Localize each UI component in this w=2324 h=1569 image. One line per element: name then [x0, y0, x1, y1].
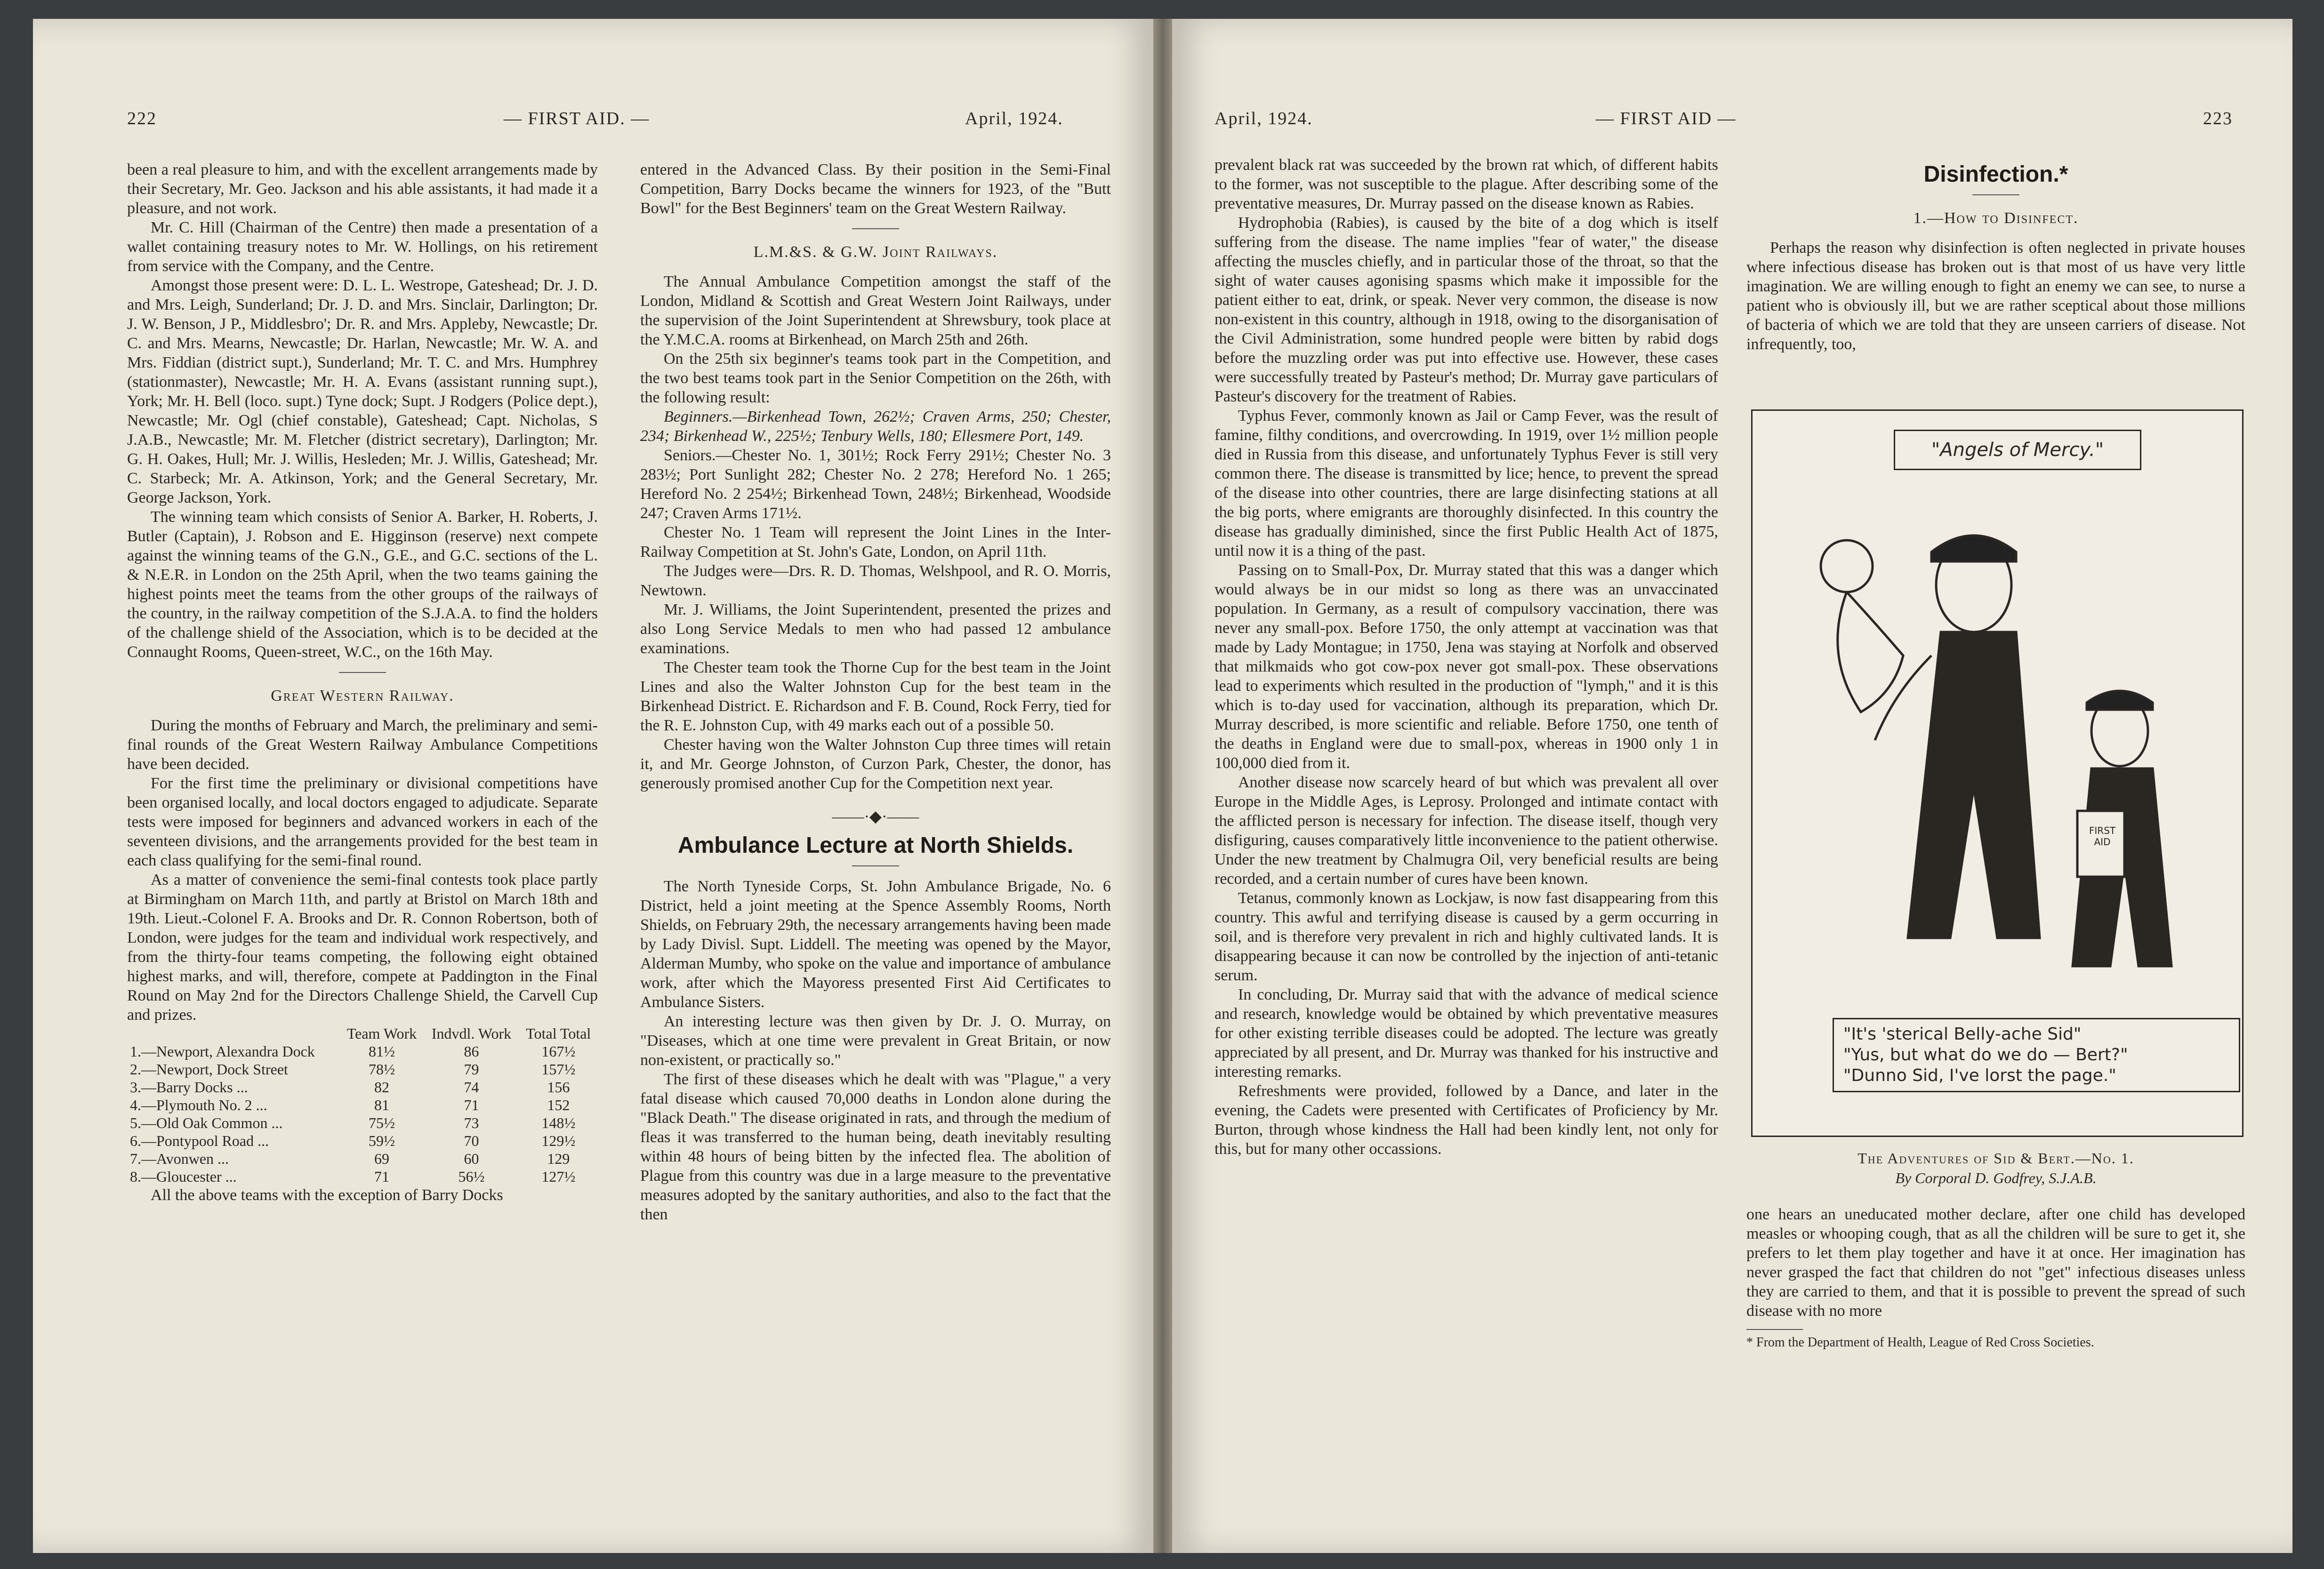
paragraph: Chester No. 1 Team will represent the Joint Lines in the Inter-Railway Competition at St. John's Gate, London, on April 11th. — [640, 524, 1111, 560]
team-cell: 4.—Plymouth No. 2 ... — [130, 1097, 267, 1113]
left-running-title: — FIRST AID. — — [504, 109, 650, 128]
total-cell: 148½ — [541, 1114, 576, 1131]
right-running-title: — FIRST AID — — [1596, 109, 1737, 128]
table-row — [127, 1042, 598, 1060]
table-row — [127, 1078, 598, 1096]
paragraph: For the first time the preliminary or divisional competitions have been organised locally, and local doctors engaged to adjudicate. Separate tests were imposed for beginners and advanced workers in each of the seventeen divisions, and the arrangements provided for the best team in each class qualifying for the semi-final round. — [127, 775, 598, 869]
team-work-cell: 82 — [374, 1079, 389, 1096]
paragraph: The North Tyneside Corps, St. John Ambulance Brigade, No. 6 District, held a joint meeting at the Spence Assembly Rooms, North Shields, on February 29th, the necessary arrangements having been made by Lady Divisl. Supt. Liddell. The meeting was opened by the Mayor, Alderman Mumby, who spoke on the value and importance of ambulance work, after which the Mayoress presented First Aid Certificates to Ambulance Sisters. — [640, 878, 1111, 1011]
paragraph: The winning team which consists of Senior A. Barker, H. Roberts, J. Butler (Captain), J. Robson and E. Higginson (reserve) next compete against the winning teams of the G.N., G.E., and G.C. sections of the L. & N.E.R. in London on the 25th April, when the two teams gaining the highest points meet the teams from the other groups of the railways of the country, in the railway competition of the S.J.A.A. to find the holders of the challenge shield of the Association, which is to be decided at the Connaught Rooms, Queen-street, W.C., on the 16th May. — [127, 508, 598, 661]
total-cell: 167½ — [541, 1043, 576, 1060]
paragraph: The Chester team took the Thorne Cup for the best team in the Joint Lines and also the Walter Johnston Cup for the best team in the Birkenhead District. E. Richardson and F. B. Cound, Rock Ferry, tied for the R. E. Johnston Cup, with 49 marks each out of a possible 50. — [640, 659, 1111, 734]
team-work-cell: 81½ — [368, 1043, 395, 1060]
total-cell: 157½ — [541, 1061, 576, 1078]
header-team-work: Team Work — [346, 1025, 417, 1042]
team-cell: 1.—Newport, Alexandra Dock — [130, 1043, 315, 1060]
lms-heading: L.M.&S. & G.W. Joint Railways. — [753, 243, 998, 261]
paragraph: Refreshments were provided, followed by a Dance, and later in the evening, the Cadets were presented with Certificates of Proficiency by Mr. Burton, through whose kindness the Hall had been kindly lent, not only for this, but for many other occassions. — [1214, 1082, 1718, 1158]
header-total: Total Total — [526, 1025, 591, 1042]
right-column-2-continued — [1746, 1205, 2245, 1351]
gwr-heading: Great Western Railway. — [271, 687, 454, 704]
speech-line: "Yus, but what do we do — Bert?" — [1843, 1045, 2128, 1065]
paragraph: Tetanus, commonly known as Lockjaw, is now fast disappearing from this country. This awful and terrifying disease is caused by a germ occurring in soil, and is therefore very prevalent in rich and highly cultivated lands. It is disappearing because it can now be controlled by the injection of anti-tetanic serum. — [1214, 889, 1718, 984]
divider — [339, 672, 386, 673]
first-aid-box-label: FIRST AID — [2089, 825, 2116, 848]
total-cell: 129½ — [541, 1132, 576, 1149]
paragraph: Chester having won the Walter Johnston Cup three times will retain it, and Mr. George Johnston, of Curzon Park, Chester, the donor, has generously promised another Cup for the Competition next year. — [640, 736, 1111, 792]
table-header-row — [127, 1025, 598, 1042]
total-cell: 156 — [547, 1079, 570, 1096]
team-work-cell: 71 — [374, 1168, 389, 1185]
paragraph: The first of these diseases which he dealt with was "Plague," a very fatal disease which caused 70,000 deaths in London alone during the "Black Death." The disease originated in rats, and through the medium of fleas it was transferred to the human being, death inevitably resulting within 48 hours of being bitten by the infected flea. The abolition of Plague from this country was due in a large measure to the preventative measures adopted by the sanitary authorities, and also to the fact that the then — [640, 1071, 1111, 1223]
lecture-heading: Ambulance Lecture at North Shields. — [677, 833, 1074, 858]
paragraph: prevalent black rat was succeeded by the brown rat which, of different habits to the former, was not susceptible to the plague. After describing some of the preventative measures, Dr. Murray passed on the disease known as Rabies. — [1214, 156, 1718, 212]
individual-cell: 60 — [464, 1150, 479, 1167]
paragraph: In concluding, Dr. Murray said that with the advance of medical science and research, knowledge would be obtained by which preventative measures for other existing terrible diseases could be adopted. The lecture was greatly appreciated by all present, and Dr. Murray was thanked for his instructive and interesting remarks. — [1214, 986, 1718, 1081]
paragraph: Mr. C. Hill (Chairman of the Centre) then made a presentation of a wallet containing treasury notes to Mr. W. Hollings, on his retirement from service with the Company, and the Centre. — [127, 219, 598, 275]
table-row — [127, 1114, 598, 1132]
total-cell: 152 — [547, 1097, 570, 1113]
paragraph: Another disease now scarcely heard of but which was prevalent all over Europe in the Middle Ages, is Leprosy. Prolonged and intimate contact with the afflicted person is necessary for infection. The disease itself, though very disfiguring, causes comparatively little inconvenience to the patient otherwise. Under the new treatment by Chalmugra Oil, very beneficial results are being recorded, and a certain number of cures have been known. — [1214, 774, 1718, 888]
left-page-number: 222 — [127, 109, 157, 128]
paragraph: Perhaps the reason why disinfection is often neglected in private houses where infectious disease has broken out is that most of us have very little imagination. We are willing enough to fight an enemy we can see, to nurse a patient who is obviously ill, but we are rather sceptical about those millions of bacteria of which we are told that they are unseen carriers of disease. Not infrequently, too, — [1746, 239, 2245, 353]
individual-cell: 74 — [464, 1079, 479, 1096]
results-table — [127, 1025, 598, 1185]
paragraph: Hydrophobia (Rabies), is caused by the bite of a dog which is itself suffering from the disease. The name implies "fear of water," the disease affecting the muscles chiefly, and in particular those of the throat, so that the sight of water causes agonising spasms which make it impossible for the patient either to eat, drink, or speak. Never very common, the disease is now non-existent in this country, although in 1918, owing to the disorganisation of the Civil Administration, some hundred people were bitten by rabid dogs before the muzzling order was put into effective use. However, these cases were successfully treated by Pasteur's method; Dr. Murray gave particulars of Pasteur's discovery for the treatment of Rabies. — [1214, 214, 1718, 405]
individual-cell: 56½ — [458, 1168, 485, 1185]
individual-cell: 86 — [464, 1043, 479, 1060]
total-cell: 129 — [547, 1150, 570, 1167]
team-cell: 6.—Pontypool Road ... — [130, 1132, 269, 1149]
caption-credit: By Corporal D. Godfrey, S.J.A.B. — [1895, 1169, 2097, 1186]
divider — [852, 865, 899, 866]
caption-title: The Adventures of Sid & Bert.—No. 1. — [1858, 1150, 2134, 1167]
table-row — [127, 1168, 598, 1185]
speech-bubble — [1833, 1018, 2240, 1092]
individual-cell: 79 — [464, 1061, 479, 1078]
left-running-date: April, 1924. — [965, 109, 1063, 128]
left-page — [33, 19, 1153, 1553]
table-row — [127, 1060, 598, 1078]
right-page-number: 223 — [2203, 109, 2233, 128]
right-column-2 — [1746, 155, 2245, 354]
team-work-cell: 78½ — [368, 1061, 395, 1078]
team-cell: 3.—Barry Docks ... — [130, 1079, 248, 1096]
team-cell: 7.—Avonwen ... — [130, 1150, 229, 1167]
divider — [852, 228, 899, 229]
paragraph: Beginners.—Birkenhead Town, 262½; Craven Arms, 250; Chester, 234; Birkenhead W., 225½; Tenbury Wells, 180; Ellesmere Port, 149. — [640, 408, 1111, 445]
individual-cell: 71 — [464, 1097, 479, 1113]
team-work-cell: 69 — [374, 1150, 389, 1167]
individual-cell: 73 — [464, 1114, 479, 1131]
team-cell: 2.—Newport, Dock Street — [130, 1061, 288, 1078]
paragraph: been a real pleasure to him, and with the excellent arrangements made by their Secretary, Mr. Geo. Jackson and his able assistants, it had made it a pleasure, and not work. — [127, 161, 598, 217]
cartoon-title-banner: "Angels of Mercy." — [1894, 430, 2141, 470]
paragraph: An interesting lecture was then given by Dr. J. O. Murray, on "Diseases, which at one time were prevalent in Great Britain, or now non-existent, or practically so." — [640, 1013, 1111, 1069]
paragraph: The Annual Ambulance Competition amongst the staff of the London, Midland & Scottish and Great Western Joint Railways, under the supervision of the Joint Superintendent at Shrewsbury, took place at the Y.M.C.A. rooms at Birkenhead, on March 25th and 26th. — [640, 273, 1111, 348]
footnote-rule — [1746, 1329, 1803, 1330]
ornament-divider: ——·◆·—— — [832, 808, 919, 825]
paragraph: Amongst those present were: D. L. L. Westrope, Gateshead; Dr. J. D. and Mrs. Leigh, Sunderland; Dr. J. D. and Mrs. Sinclair, Darlington; Dr. J. W. Benson, J P., Middlesbro'; Dr. R. and Mrs. Appleby, Newcastle; Dr. C. and Mrs. Mearns, Newcastle; Dr. Harlan, Newcastle; Mr. W. A. and Mrs. Fiddian (district supt.), Sunderland; Mr. T. C. and Mrs. Humphrey (stationmaster), Newcastle; Mr. H. A. Evans (assistant running supt.), York; Mr. H. Bell (loco. supt.) Tyne dock; Supt. J Rodgers (Police dept.), Newcastle; Mr. Ogl (chief constable), Gateshead; Capt. Nicholas, S J.A.B., Newcastle; Mr. M. Fletcher (district secretary), Darlington; Mr. G. H. Oakes, Hull; Mr. J. Willis, Hesleden; Mr. J. Willis, Gateshead; Mr. C. Starbeck; Mr. A. Atkinson, York; and the General Secretary, Mr. George Jackson, York. — [127, 277, 598, 506]
total-cell: 127½ — [541, 1168, 576, 1185]
divider — [1972, 194, 2019, 195]
paragraph: All the above teams with the exception of Barry Docks — [151, 1186, 503, 1204]
table-row — [127, 1150, 598, 1168]
paragraph: On the 25th six beginner's teams took part in the Competition, and the two best teams took part in the Senior Competition on the 26th, with the following result: — [640, 350, 1111, 406]
team-work-cell: 75½ — [368, 1114, 395, 1131]
paragraph: During the months of February and March, the preliminary and semi-final rounds of the Great Western Railway Ambulance Competitions have been decided. — [127, 717, 598, 773]
right-page — [1172, 19, 2292, 1553]
paragraph: entered in the Advanced Class. By their position in the Semi-Final Competition, Barry Docks became the winners for 1923, of the "Butt Bowl" for the Best Beginners' team on the Great Western Railway. — [640, 161, 1111, 217]
disinfection-heading: Disinfection.* — [1923, 162, 2068, 187]
paragraph: The Judges were—Drs. R. D. Thomas, Welshpool, and R. O. Morris, Newtown. — [640, 562, 1111, 599]
individual-cell: 70 — [464, 1132, 479, 1149]
team-work-cell: 59½ — [368, 1132, 395, 1149]
header-individual-work: Indvdl. Work — [431, 1025, 512, 1042]
speech-line: "It's 'sterical Belly-ache Sid" — [1843, 1025, 2082, 1044]
paragraph: As a matter of convenience the semi-final contests took place partly at Birmingham on March 11th, and partly at Bristol on March 18th and 19th. Lieut.-Colonel F. A. Brooks and Dr. R. Connon Robertson, both of London, were judges for the team and individual work respectively, and from the thirty-four teams competing, the following eight obtained highest marks, and will, therefore, compete at Paddington in the Final Round on May 2nd for the Directors Challenge Shield, the Carvell Cup and prizes. — [127, 871, 598, 1024]
speech-line: "Dunno Sid, I've lorst the page." — [1843, 1066, 2116, 1085]
footnote: * From the Department of Health, League of Red Cross Societies. — [1746, 1335, 2094, 1350]
right-running-date: April, 1924. — [1214, 109, 1313, 128]
paragraph: Mr. J. Williams, the Joint Superintendent, presented the prizes and also Long Service Medals to men who had passed 12 ambulance examinations. — [640, 601, 1111, 657]
paragraph: Typhus Fever, commonly known as Jail or Camp Fever, was the result of famine, filthy conditions, and overcrowding. In 1919, over 1½ million people died in Russia from this disease, and unfortunately Typhus Fever is still very common there. The disease is transmitted by lice; hence, to prevent the spread of the disease into other countries, there are large disinfecting stations at all the big ports, where emigrants are thoroughly disinfected. In this country the disease has gradually diminished, since the first Public Health Act of 1875, until now it is a thing of the past. — [1214, 407, 1718, 560]
cartoon-caption — [1751, 1148, 2241, 1188]
paragraph: one hears an uneducated mother declare, after one child has developed measles or whooping cough, that as all the children will be sure to get it, she prefers to let them play together and have it at once. Her imagination has never grasped the fact that children do not "get" infectious diseases unless they are carried to them, and that it is possible to prevent the spread of such disease with no more — [1746, 1206, 2245, 1320]
disinfection-subheading: 1.—How to Disinfect. — [1913, 209, 2079, 227]
team-work-cell: 81 — [374, 1097, 389, 1113]
paragraph: Passing on to Small-Pox, Dr. Murray stated that this was a danger which would always be in our midst so long as there was an unvaccinated population. In Germany, as a result of compulsory vaccination, there was never any small-pox. Before 1750, the only attempt at vaccination was that made by Lady Montague; in 1750, Jena was staying at Norfolk and observed that milkmaids who got cow-pox never got small-pox. These observations lead to experiments which resulted in the production of "lymph," and it is this which is to-day used for vaccination, although its preparation, which Dr. Murray described, is more scientific and reliable. Before 1750, one tenth of the deaths in England were due to small-pox, whereas in 1900 only 1 in 100,000 died from it. — [1214, 561, 1718, 772]
right-column-1 — [1214, 155, 1718, 1159]
table-row — [127, 1096, 598, 1114]
paragraph: Seniors.—Chester No. 1, 301½; Rock Ferry 291½; Chester No. 3 283½; Port Sunlight 282; Chester No. 2 278; Hereford No. 1 265; Hereford No. 2 254½; Birkenhead Town, 248½; Birkenhead, Woodside 247; Craven Arms 171½. — [640, 447, 1111, 522]
table-row — [127, 1132, 598, 1150]
team-cell: 5.—Old Oak Common ... — [130, 1114, 283, 1131]
left-column-1 — [127, 160, 598, 1205]
cartoon-illustration — [1751, 409, 2244, 1137]
team-cell: 8.—Gloucester ... — [130, 1168, 237, 1185]
left-column-2 — [640, 160, 1111, 1224]
